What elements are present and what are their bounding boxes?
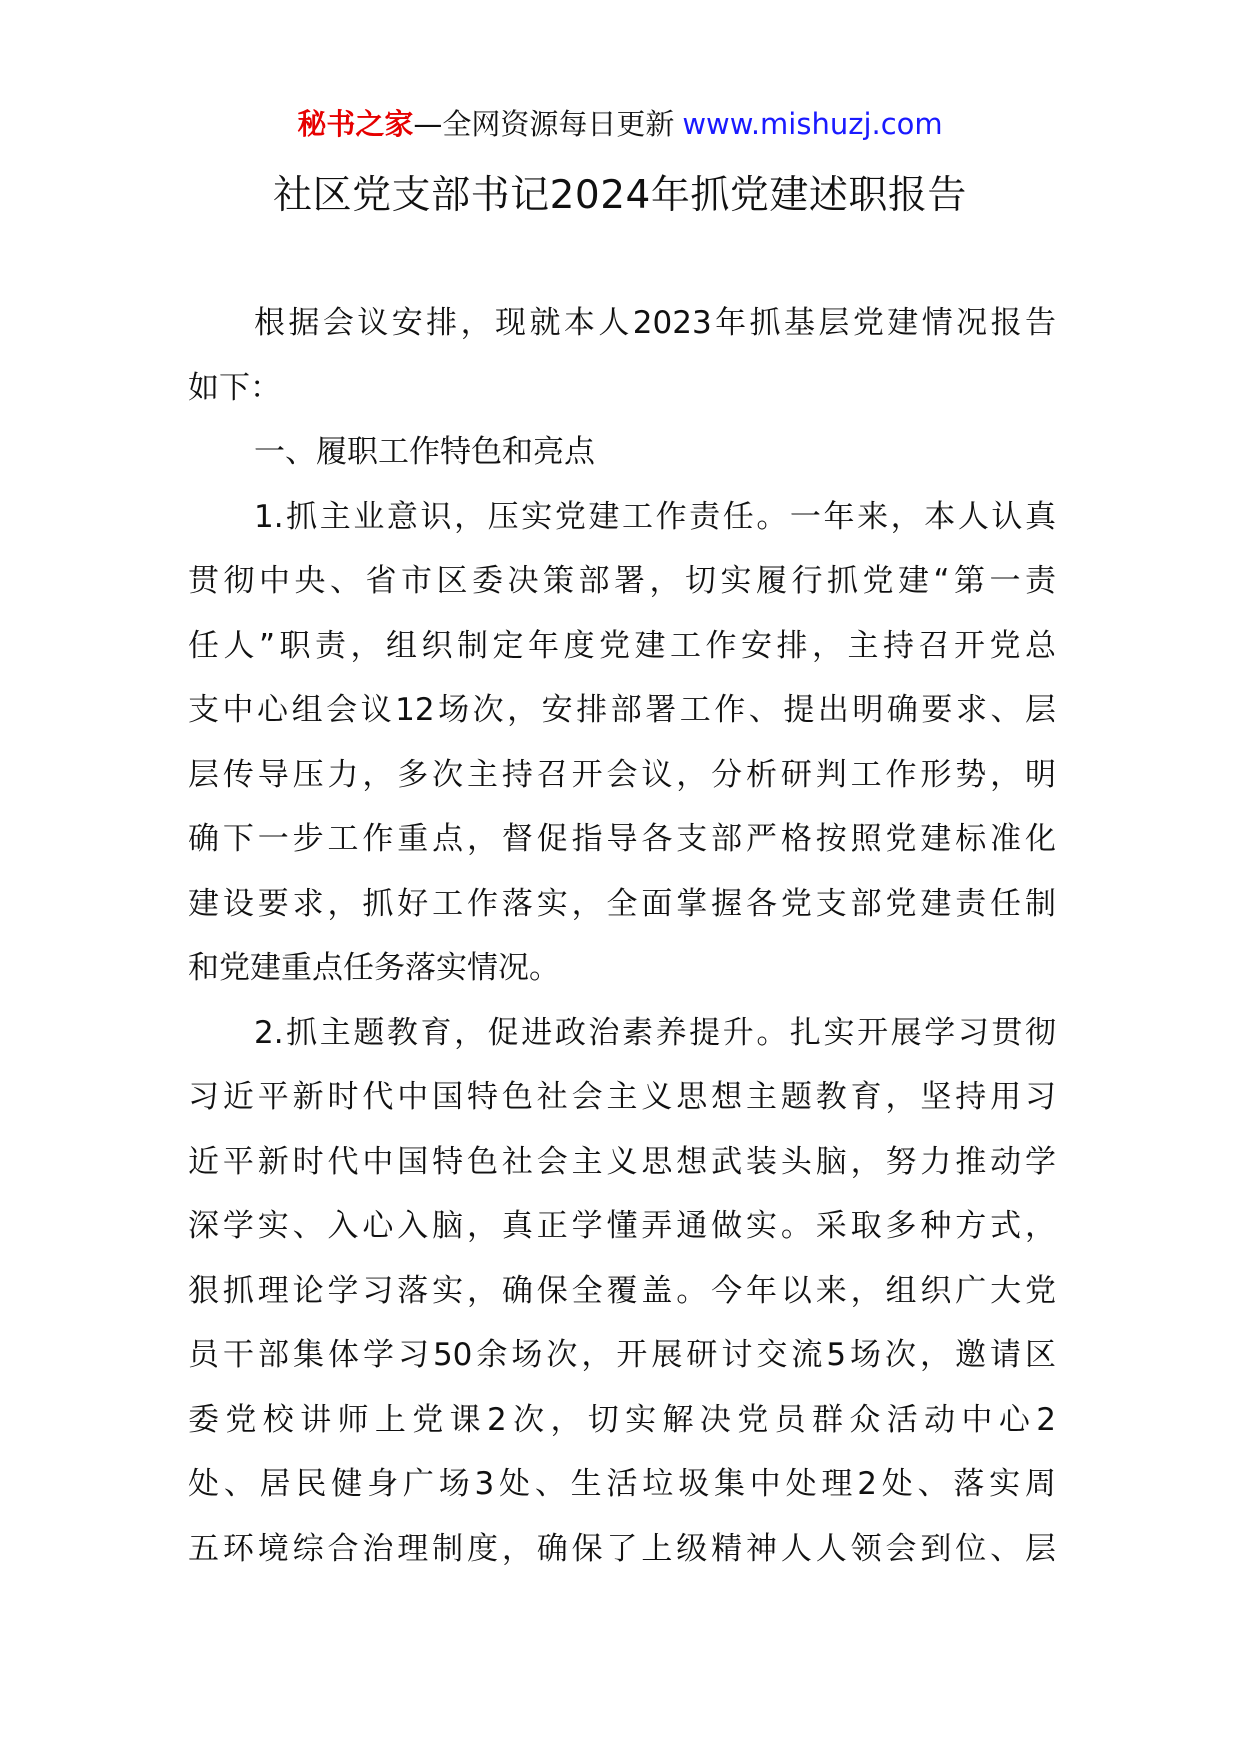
paragraph-line: 根据会议安排，现就本人2023年抓基层党建情况报告 (254, 305, 1056, 341)
section-heading: 一、履职工作特色和亮点 (254, 434, 595, 470)
paragraph-line: 1.抓主业意识，压实党建工作责任。一年来，本人认真 (254, 498, 1056, 535)
paragraph-line: 五环境综合治理制度，确保了上级精神人人领会到位、层 (188, 1530, 1056, 1567)
paragraph-line: 确下一步工作重点，督促指导各支部严格按照党建标准化 (188, 821, 1056, 857)
paragraph-line: 员干部集体学习50余场次，开展研讨交流5场次，邀请区 (188, 1337, 1056, 1373)
document-body (188, 291, 1056, 1581)
site-url-link[interactable]: www.mishuzj.com (682, 107, 943, 141)
paragraph-line: 习近平新时代中国特色社会主义思想主题教育，坚持用习 (188, 1079, 1056, 1115)
site-header (0, 104, 1240, 144)
paragraph-line: 处、居民健身广场3处、生活垃圾集中处理2处、落实周 (188, 1466, 1056, 1502)
paragraph-line: 如下： (188, 369, 281, 406)
paragraph-line: 建设要求，抓好工作落实，全面掌握各党支部党建责任制 (188, 885, 1056, 922)
paragraph-line: 层传导压力，多次主持召开会议，分析研判工作形势，明 (188, 756, 1056, 793)
brand-name: 秘书之家 (297, 107, 414, 141)
paragraph-line: 和党建重点任务落实情况。 (188, 950, 560, 986)
header-tagline: 全网资源每日更新 (442, 107, 675, 141)
paragraph-line: 贯彻中央、省市区委决策部署，切实履行抓党建“第一责 (188, 563, 1056, 599)
paragraph-line: 2.抓主题教育，促进政治素养提升。扎实开展学习贯彻 (254, 1014, 1056, 1051)
paragraph-line: 支中心组会议12场次，安排部署工作、提出明确要求、层 (188, 692, 1056, 728)
paragraph-line: 狠抓理论学习落实，确保全覆盖。今年以来，组织广大党 (188, 1272, 1056, 1309)
paragraph-line: 任人”职责，组织制定年度党建工作安排，主持召开党总 (188, 627, 1056, 664)
document-title: 社区党支部书记2024年抓党建述职报告 (273, 173, 967, 218)
paragraph-line: 委党校讲师上党课2次，切实解决党员群众活动中心2 (188, 1401, 1056, 1438)
header-dash: — (413, 107, 443, 141)
paragraph-line: 深学实、入心入脑，真正学懂弄通做实。采取多种方式， (188, 1208, 1056, 1244)
paragraph-line: 近平新时代中国特色社会主义思想武装头脑，努力推动学 (188, 1143, 1056, 1180)
